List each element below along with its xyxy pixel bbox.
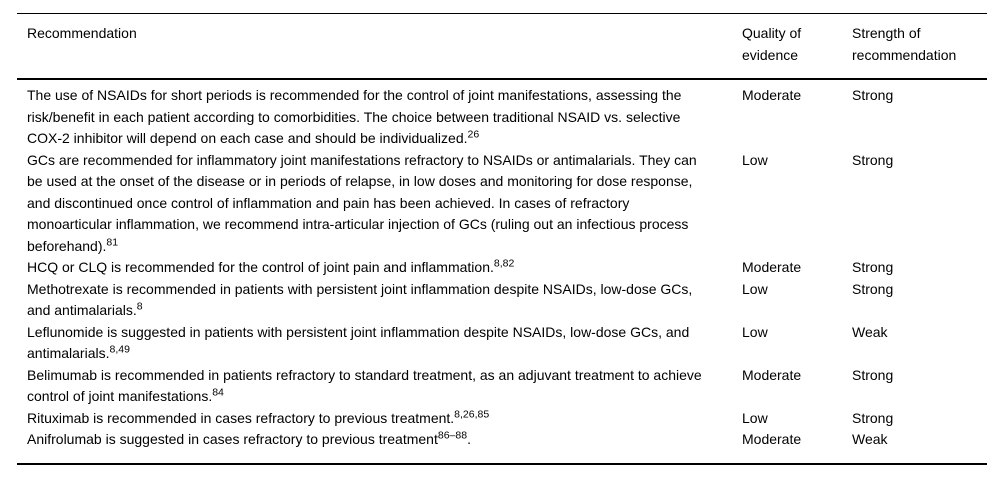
- table-header: [17, 14, 987, 80]
- strength-cell: Strong: [852, 409, 894, 426]
- recommendation-cell: [17, 429, 742, 464]
- header-row: [17, 14, 987, 80]
- reference-superscript: 8: [136, 300, 143, 313]
- col-header-strength-of-recommendation: Strength of recommendation: [852, 14, 987, 80]
- recommendation-cell: [17, 79, 742, 150]
- recommendation-text: The use of NSAIDs for short periods is recommended for the control of joint manifestations, assessing the risk/benefit in each patient according to comorbidities. The choice between traditional NSAID vs. selective COX-2 inhibitor will depend on each case and should be individualized.: [27, 87, 682, 146]
- reference-superscript: 8,82: [493, 257, 515, 270]
- table-row: [17, 150, 987, 258]
- recommendation-cell: [17, 365, 742, 408]
- quality-cell: Low: [742, 151, 768, 168]
- quality-cell: Moderate: [742, 259, 802, 275]
- reference-superscript: 26: [467, 128, 480, 141]
- table-row: [17, 279, 987, 322]
- strength-cell: Weak: [852, 431, 888, 447]
- reference-superscript: 86–88: [437, 429, 468, 442]
- quality-cell: Low: [742, 323, 768, 340]
- table-row: [17, 429, 987, 464]
- strength-cell: Strong: [852, 87, 894, 103]
- recommendation-cell: [17, 257, 742, 279]
- reference-superscript: 81: [106, 235, 119, 248]
- table-row: [17, 257, 987, 279]
- recommendation-text: Anifrolumab is suggested in cases refractory to previous treatment: [27, 431, 438, 447]
- recommendation-text: Methotrexate is recommended in patients with persistent joint inflammation despite NSAIDs, low-dose GCs, and antimalarials.: [27, 280, 693, 318]
- quality-cell: Moderate: [742, 87, 802, 103]
- col-header-recommendation: Recommendation: [17, 14, 742, 80]
- quality-cell: Low: [742, 280, 768, 297]
- strength-cell: Strong: [852, 151, 894, 168]
- strength-cell: Weak: [852, 323, 888, 340]
- strength-cell: Strong: [852, 366, 894, 383]
- strength-cell: Strong: [852, 280, 894, 297]
- table-body: [17, 79, 987, 464]
- table-row: [17, 365, 987, 408]
- quality-cell: Moderate: [742, 431, 802, 447]
- strength-cell: Strong: [852, 259, 894, 275]
- col-header-quality-of-evidence: Quality of evidence: [742, 14, 852, 80]
- reference-superscript: 8,49: [109, 343, 130, 356]
- recommendation-cell: [17, 408, 742, 430]
- recommendation-cell: [17, 279, 742, 322]
- recommendation-text: GCs are recommended for inflammatory joint manifestations refractory to NSAIDs or antimalarials. They can be used at the onset of the disease or in periods of relapse, in low doses and monitoring for dose response, and discontinued once control of inflammation and pain has been achieved. In cases of refractory monoarticular inflammation, we recommend intra-articular injection of GCs (ruling out an infectious process beforehand).: [27, 151, 697, 254]
- recommendation-text: Belimumab is recommended in patients refractory to standard treatment, as an adjuvant treatment to achieve control of joint manifestations.: [27, 366, 702, 404]
- table-row: [17, 322, 987, 365]
- recommendations-table: [17, 13, 987, 465]
- table-row: [17, 79, 987, 150]
- reference-superscript: 84: [212, 386, 224, 399]
- table-row: [17, 408, 987, 430]
- recommendation-cell: [17, 322, 742, 365]
- recommendation-text: Rituximab is recommended in cases refractory to previous treatment.: [27, 409, 455, 426]
- quality-cell: Low: [742, 409, 768, 426]
- reference-superscript: 8,26,85: [454, 407, 490, 420]
- recommendation-text: Leflunomide is suggested in patients with persistent joint inflammation despite NSAIDs, low-dose GCs, and antimalarials.: [27, 323, 690, 361]
- recommendations-table-wrap: [17, 13, 1000, 465]
- quality-cell: Moderate: [742, 366, 802, 383]
- recommendation-text: HCQ or CLQ is recommended for the control of joint pain and inflammation.: [27, 259, 494, 275]
- recommendation-suffix: .: [467, 431, 471, 447]
- recommendation-cell: [17, 150, 742, 258]
